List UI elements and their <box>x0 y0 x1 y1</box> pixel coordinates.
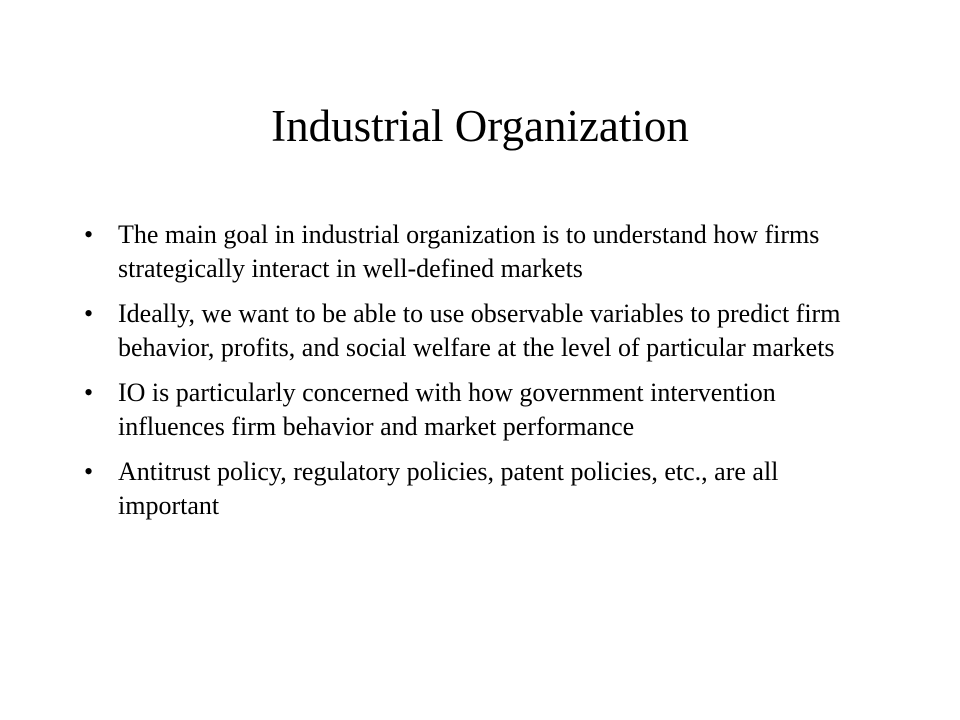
bullet-text: Ideally, we want to be able to use observable variables to predict firm behavior, profits, and social welfare at the level of particular markets <box>118 299 841 362</box>
bullet-marker: • <box>84 378 94 407</box>
bullet-item <box>84 455 884 523</box>
bullet-marker: • <box>84 299 94 328</box>
slide-title: Industrial Organization <box>271 101 689 151</box>
bullet-item <box>84 376 884 444</box>
bullet-text: The main goal in industrial organization is to understand how firms strategically interact in well-defined markets <box>118 220 820 283</box>
bullet-text: Antitrust policy, regulatory policies, patent policies, etc., are all important <box>118 457 779 520</box>
bullet-item <box>84 218 884 286</box>
bullet-marker: • <box>84 220 94 249</box>
bullet-text: IO is particularly concerned with how government intervention influences firm behavior and market performance <box>118 378 776 441</box>
bullet-marker: • <box>84 457 94 486</box>
bullet-list <box>84 218 884 534</box>
bullet-item <box>84 297 884 365</box>
